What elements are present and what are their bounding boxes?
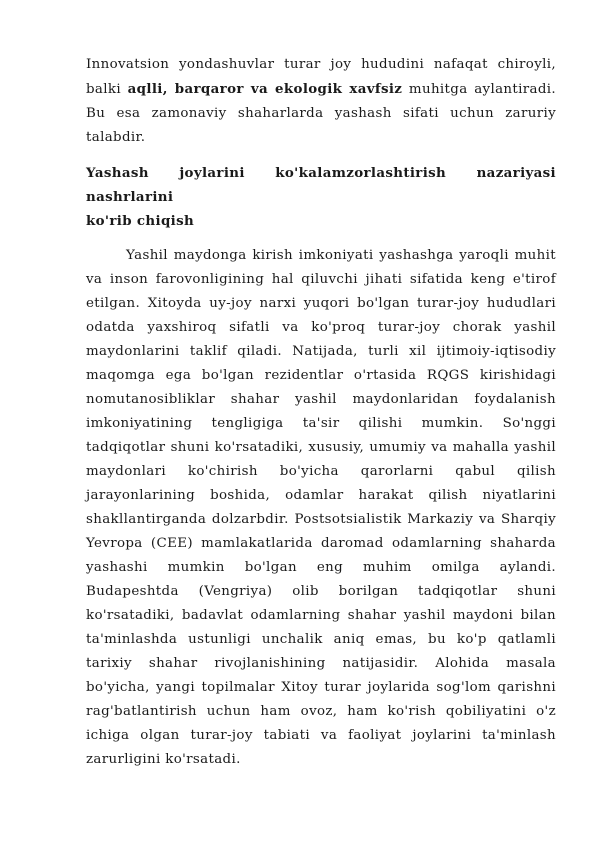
intro-text-end: muhitga aylantiradi. Bu esa zamonaviy shaharlarda yashash sifati uchun zaruriy talabdir.: [86, 82, 556, 145]
section-heading-line1: Yashash joylarini ko'kalamzorlashtirish nazariyasi nashrlarini: [86, 165, 556, 205]
intro-text-start: Innovatsion yondashuvlar turar joy hududini nafaqat chiroyli, balki: [86, 57, 556, 97]
body-paragraph: Yashil maydonga kirish imkoniyati yashashga yaroqli muhit va inson farovonligining hal qiluvchi jihati sifatida keng e'tirof etilgan. Xitoyda uy-joy narxi yuqori bo'lgan turar-joy hududlari odatda yaxshiroq sifatli va ko'proq turar-joy chorak yashil maydonlarini taklif qiladi. Natijada, turli xil ijtimoiy-iqtisodiy maqomga ega bo'lgan rezidentlar o'rtasida RQGS kirishidagi nomutanosibliklar shahar yashil maydonlaridan foydalanish imkoniyatining tengligiga ta'sir qilishi mumkin. So'nggi tadqiqotlar shuni ko'rsatadiki, xususiy, umumiy va mahalla yashil maydonlari ko'chirish bo'yicha qarorlarni qabul qilish jarayonlarining boshida, odamlar harakat qilish niyatlarini shakllantirganda dolzarbdir. Postsotsialistik Markaziy va Sharqiy Yevropa (CEE) mamlakatlarida daromad odamlarning shaharda yashashi mumkin bo'lgan eng muhim omilga aylandi. Budapeshtda (Vengriya) olib borilgan tadqiqotlar shuni ko'rsatadiki, badavlat odamlarning shahar yashil maydoni bilan ta'minlashda ustunligi unchalik aniq emas, bu ko'p qatlamli tarixiy shahar rivojlanishining natijasidir. Alohida masala bo'yicha, yangi topilmalar Xitoy turar joylarida sog'lom qarishni rag'batlantirish uchun ham ovoz, ham ko'rish qobiliyatini o'z ichiga olgan turar-joy tabiati va faoliyat joylarini ta'minlash zarurligini ko'rsatadi.: [86, 248, 556, 767]
document-page: [86, 53, 556, 772]
section-heading: [86, 161, 556, 233]
intro-paragraph: [86, 53, 556, 150]
intro-bold-phrase: aqlli, barqaror va ekologik xavfsiz: [127, 81, 403, 97]
section-heading-line2: ko'rib chiqish: [86, 213, 195, 229]
